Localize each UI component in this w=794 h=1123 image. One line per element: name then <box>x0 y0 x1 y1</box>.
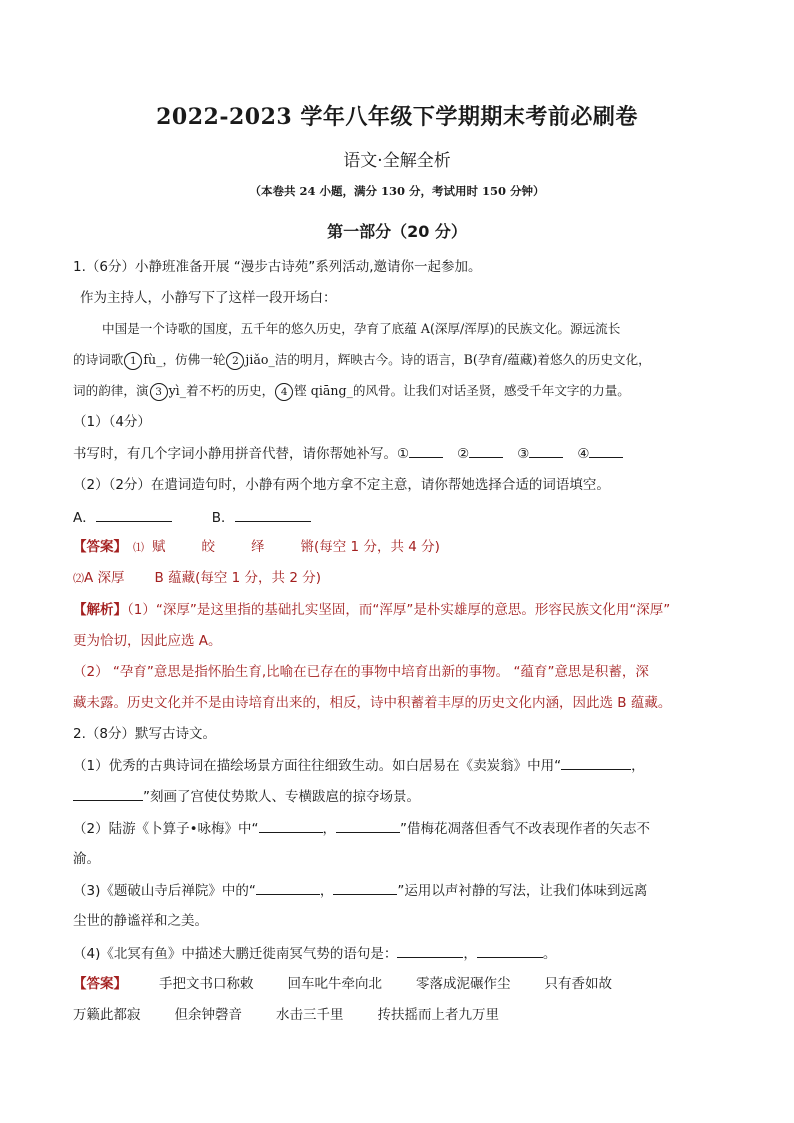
q1-answer-line2: ⑵A 深厚 B 蕴藏(每空 1 分，共 2 分) <box>73 570 321 586</box>
circle-mark-2: 2 <box>226 352 244 370</box>
q1-passage-line1: 中国是一个诗歌的国度，五千年的悠久历史，孕育了底蕴 A(深厚/浑厚)的民族文化。源远流长 <box>102 321 621 336</box>
q1-analysis-line4: 藏未露。历史文化并不是由诗培育出来的，相反，诗中积蓄着丰厚的历史文化内涵，因此选 B 蕴藏。 <box>73 695 672 711</box>
q1-passage-line2: 的诗词歌 1 fù_，仿佛一轮 2 jiǎo_洁的明月，辉映古今。诗的语言，B(孕育/蕴藏)着悠久的历史文化， <box>73 350 651 370</box>
exam-title: 2022-2023 学年八年级下学期期末考前必刷卷 <box>156 104 638 130</box>
circle-mark-1: 1 <box>124 352 142 370</box>
q2-s1-line2: ”刻画了宫使仗势欺人、专横跋扈的掠夺场景。 <box>73 786 420 807</box>
blank-q2-4b[interactable] <box>477 943 543 958</box>
q2-s3-line1: （3)《题破山寺后禅院》中的“ ， ”运用以声衬静的写法，让我们体味到远离 <box>73 880 647 901</box>
blank-q2-2b[interactable] <box>336 818 400 833</box>
exam-subtitle: 语文·全解全析 <box>343 151 451 171</box>
blank-3[interactable] <box>529 443 563 458</box>
blank-b[interactable] <box>235 507 311 522</box>
q2-answer-line1: 【答案】 手把文书口称敕 回车叱牛牵向北 零落成泥碾作尘 只有香如故 <box>73 976 612 992</box>
blank-q2-3b[interactable] <box>333 880 397 895</box>
q1-intro: 作为主持人，小静写下了这样一段开场白： <box>80 290 337 306</box>
q2-answer-line2: 万籁此都寂 但余钟磬音 水击三千里 抟扶摇而上者九万里 <box>73 1007 499 1023</box>
exam-note: （本卷共 24 小题，满分 130 分，考试用时 150 分钟） <box>249 184 545 198</box>
q1-passage-line3: 词的韵律，演 3 yì_着不朽的历史， 4 铿 qiāng_的风骨。让我们对话圣贤，感受千年文字的力量。 <box>73 381 630 401</box>
circle-mark-4: 4 <box>275 383 293 401</box>
blank-a[interactable] <box>96 507 172 522</box>
blank-q2-1b[interactable] <box>73 786 143 801</box>
blank-q2-3a[interactable] <box>256 880 320 895</box>
circle-mark-3: 3 <box>150 383 168 401</box>
q2-s2-line2: 渝。 <box>73 851 100 867</box>
blank-q2-1a[interactable] <box>561 755 631 770</box>
blank-q2-4a[interactable] <box>397 943 463 958</box>
blank-1[interactable] <box>409 443 443 458</box>
q1-sub2-choices: A． B． <box>73 507 311 528</box>
q1-sub1-label: （1）（4分） <box>73 414 151 430</box>
q1-sub2-text: （2）（2分）在遣词造句时，小静有两个地方拿不定主意，请你帮她选择合适的词语填空。 <box>73 477 610 493</box>
q1-answer-line1: 【答案】 ⑴ 赋 皎 绎 锵(每空 1 分，共 4 分) <box>73 539 440 555</box>
q2-stem: 2.（8分）默写古诗文。 <box>73 726 216 742</box>
blank-q2-2a[interactable] <box>259 818 323 833</box>
q2-s3-line2: 尘世的静谧祥和之美。 <box>73 913 208 929</box>
section-heading: 第一部分（20 分） <box>327 222 467 241</box>
blank-4[interactable] <box>589 443 623 458</box>
q1-analysis-line1: 【解析】（1）“深厚”是这里指的基础扎实坚固，而“浑厚”是朴实雄厚的意思。形容民族文化用“深厚” <box>73 602 671 618</box>
q1-analysis-line3: （2） “孕育”意思是指怀胎生育,比喻在已存在的事物中培育出新的事物。 “蕴育”意思是积蓄，深 <box>73 664 649 680</box>
q2-s4-line: （4)《北冥有鱼》中描述大鹏迁徙南冥气势的语句是： ， 。 <box>73 943 556 964</box>
q1-sub1-text: 书写时，有几个字词小静用拼音代替，请你帮她补写。① ② ③ ④ <box>73 443 623 464</box>
q1-analysis-line2: 更为恰切，因此应选 A。 <box>73 633 222 649</box>
q1-stem: 1.（6分）小静班准备开展 “漫步古诗苑”系列活动,邀请你一起参加。 <box>73 259 482 275</box>
blank-2[interactable] <box>469 443 503 458</box>
q2-s1-line1: （1）优秀的古典诗词在描绘场景方面往往细致生动。如白居易在《卖炭翁》中用“ ， <box>73 755 645 776</box>
q2-s2-line1: （2）陆游《卜算子•咏梅》中“ ， ”借梅花凋落但香气不改表现作者的矢志不 <box>73 818 650 839</box>
